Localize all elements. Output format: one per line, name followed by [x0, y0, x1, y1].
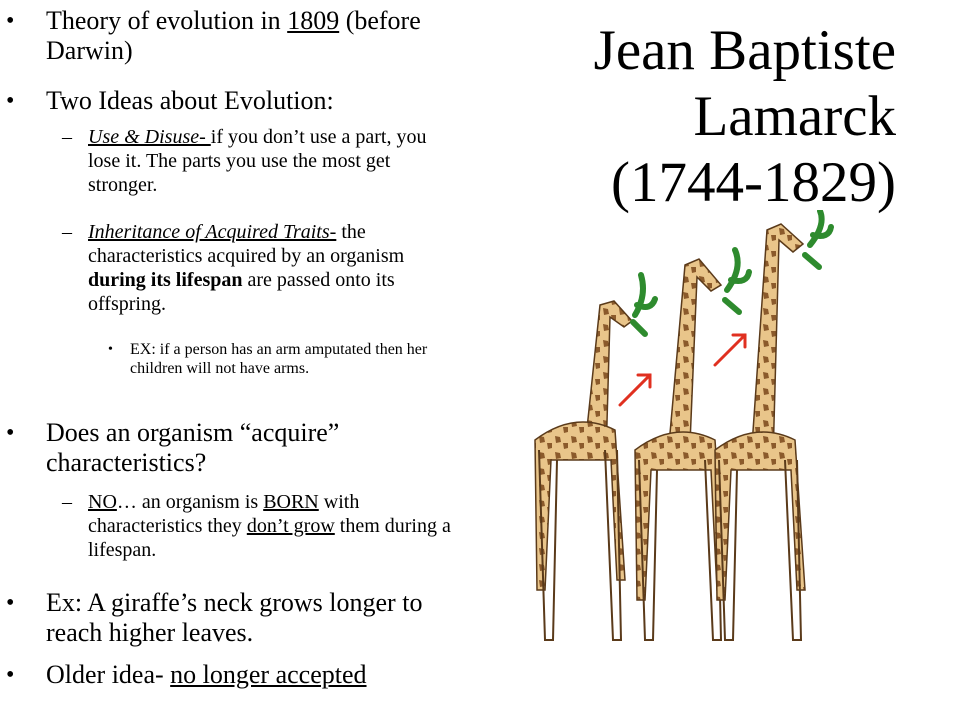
term-inheritance: Inheritance of Acquired Traits-: [88, 221, 337, 243]
subbullet-no-born: – NO… an organism is BORN with characteristics they don’t grow them during a lifespan.: [88, 490, 453, 562]
title-line-3: (1744-1829): [611, 151, 896, 214]
year-1809: 1809: [287, 6, 340, 35]
bullet-two-ideas: • Two Ideas about Evolution:: [46, 86, 456, 116]
slide-title: [560, 18, 896, 216]
subbullet-inheritance: – Inheritance of Acquired Traits- the characteristics acquired by an organism during its lifespan are passed onto its offspring.: [88, 220, 453, 316]
bullet-giraffe-example: • Ex: A giraffe’s neck grows longer to reach higher leaves.: [46, 588, 456, 648]
giraffes-illustration: [505, 210, 885, 650]
title-line-2: Lamarck: [693, 85, 896, 148]
bullet-older-idea: • Older idea- no longer accepted: [46, 660, 456, 690]
bullet-acquire-question: • Does an organism “acquire” characteristics?: [46, 418, 456, 478]
bullet-theory-1809: • Theory of evolution in 1809 (before Darwin): [46, 6, 456, 66]
title-line-1: Jean Baptiste: [593, 19, 896, 82]
subbullet-use-disuse: – Use & Disuse- if you don’t use a part, you lose it. The parts you use the most get stronger.: [88, 125, 453, 197]
term-use-disuse: Use & Disuse-: [88, 126, 211, 148]
example-amputated-arm: • EX: if a person has an arm amputated then her children will not have arms.: [130, 340, 430, 378]
